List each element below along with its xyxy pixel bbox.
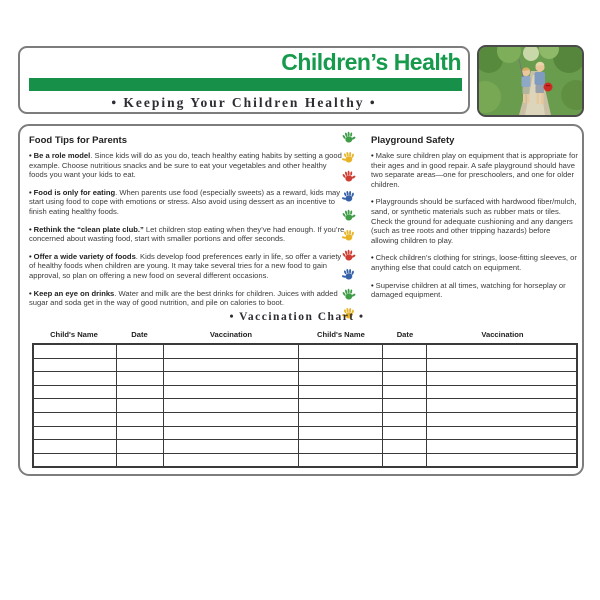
table-cell [299, 344, 383, 358]
table-cell [299, 399, 383, 413]
table-cell [383, 426, 427, 440]
table-cell [117, 412, 164, 426]
table-cell [299, 453, 383, 467]
table-cell [33, 426, 117, 440]
tip-text: . Kids develop food preferences early in life, so offer a variety of healthy foods when children are young. It may take several tries for a new food to gain approval, so plan on offering a new food on several different occasions. [29, 251, 342, 280]
tip-text: . When parents use food (especially sweets) as a reward, kids may start using food to cope with emotions or stress. Also avoid using dessert as an incentive to finish eating healthy foods. [29, 187, 341, 216]
table-cell [117, 358, 164, 372]
column-label: Vaccination [209, 330, 253, 339]
bullet-marker: • [29, 288, 32, 298]
brand-bar [29, 78, 462, 91]
food-tip-item [29, 289, 345, 308]
column-label: Child's Name [50, 330, 98, 339]
page-title: Children’s Health [281, 49, 461, 75]
table-cell [33, 453, 117, 467]
tip-lead: Offer a wide variety of foods [33, 251, 136, 261]
playground-item [371, 281, 579, 300]
table-cell [163, 399, 299, 413]
handprint-icon [340, 188, 357, 204]
table-row [33, 453, 577, 467]
table-cell [383, 453, 427, 467]
handprint-icon [340, 168, 357, 184]
table-cell [163, 412, 299, 426]
table-cell [117, 344, 164, 358]
table-row [33, 399, 577, 413]
tip-text: Make sure children play on equipment that is appropriate for their ages and in good repair. A safe playground should have two separate areas—one for preschoolers, and one for older children. [371, 151, 578, 189]
column-label: Date [131, 330, 148, 339]
table-cell [383, 358, 427, 372]
table-cell [426, 440, 577, 454]
vaccination-table-body [33, 344, 577, 467]
tip-text: . Since kids will do as you do, teach healthy eating habits by setting a good example. Choose nutritious snacks and be sure to eat your vegetables and other healthy foods you want your kids to eat. [29, 151, 342, 180]
handprint-icon [340, 129, 357, 145]
playground-section [371, 135, 579, 308]
playground-item [371, 253, 579, 272]
bullet-marker: • [29, 151, 32, 160]
table-cell [163, 372, 299, 386]
table-cell [163, 344, 299, 358]
table-cell [163, 426, 299, 440]
children-photo-illustration [479, 47, 582, 115]
table-cell [299, 412, 383, 426]
tip-lead: Rethink the “clean plate club.” [33, 224, 144, 234]
table-cell [299, 426, 383, 440]
table-row [33, 358, 577, 372]
table-cell [426, 372, 577, 386]
main-card [18, 124, 584, 476]
table-cell [33, 440, 117, 454]
tip-text: . Water and milk are the best drinks for children. Juices with added sugar and soda get in the way of good nutrition, and pile on calories to boot. [29, 288, 338, 308]
table-cell [426, 412, 577, 426]
handprint-icon [340, 207, 357, 223]
table-cell [426, 344, 577, 358]
bullet-marker: • [371, 151, 374, 160]
table-cell [426, 426, 577, 440]
tip-text: Playgrounds should be surfaced with hardwood fiber/mulch, sand, or synthetic materials such as rubber mats or tiles. Check the ground for adequate cushioning and any dangers (such as tree roots and other tripping hazards) before allowing children to play. [371, 197, 577, 245]
tip-lead: Be a role model [33, 151, 91, 160]
food-tips-heading: Food Tips for Parents [29, 135, 128, 146]
table-cell [117, 385, 164, 399]
table-cell [33, 385, 117, 399]
table-cell [299, 372, 383, 386]
table-cell [163, 358, 299, 372]
tip-text: Supervise children at all times, watching for horseplay or damaged equipment. [371, 280, 566, 300]
bullet-marker: • [371, 280, 374, 290]
table-cell [117, 399, 164, 413]
table-cell [163, 440, 299, 454]
table-cell [383, 412, 427, 426]
table-row [33, 440, 577, 454]
table-cell [163, 385, 299, 399]
table-cell [383, 385, 427, 399]
table-cell [426, 358, 577, 372]
table-row [33, 385, 577, 399]
food-tip-item [29, 225, 345, 244]
handprint-icon [340, 149, 357, 165]
bullet-marker: • [371, 197, 374, 207]
playground-heading: Playground Safety [371, 135, 455, 146]
playground-item [371, 197, 579, 245]
food-tip-item [29, 151, 345, 180]
table-cell [383, 440, 427, 454]
table-row [33, 344, 577, 358]
bullet-marker: • [29, 224, 32, 234]
header-box [18, 46, 470, 114]
playground-item [371, 151, 579, 189]
vaccination-chart-heading: • Vaccination Chart • [229, 311, 365, 323]
subtitle: • Keeping Your Children Healthy • [111, 95, 377, 110]
table-cell [117, 426, 164, 440]
table-cell [117, 372, 164, 386]
tip-lead: Keep an eye on drinks [33, 288, 115, 298]
table-cell [383, 372, 427, 386]
table-row [33, 412, 577, 426]
table-cell [299, 358, 383, 372]
bullet-marker: • [29, 187, 32, 197]
tip-text: Let children stop eating when they’ve had enough. If you’re concerned about wasting food, start with smaller portions and offer seconds. [29, 224, 345, 244]
table-header-row [32, 330, 578, 339]
bullet-marker: • [371, 253, 374, 263]
handprint-icon [340, 266, 357, 282]
table-cell [383, 399, 427, 413]
food-tips-section [29, 135, 345, 316]
tip-lead: Food is only for eating [33, 187, 116, 197]
table-cell [163, 453, 299, 467]
table-cell [117, 453, 164, 467]
table-cell [33, 412, 117, 426]
table-cell [33, 344, 117, 358]
table-cell [426, 399, 577, 413]
table-cell [383, 344, 427, 358]
table-cell [33, 399, 117, 413]
table-cell [117, 440, 164, 454]
column-label: Vaccination [481, 330, 524, 339]
table-cell [426, 385, 577, 399]
table-cell [33, 372, 117, 386]
handprint-icon [340, 286, 357, 302]
table-cell [299, 440, 383, 454]
table-row [33, 372, 577, 386]
table-cell [426, 453, 577, 467]
vaccination-table [32, 343, 578, 468]
table-row [33, 426, 577, 440]
table-cell [33, 358, 117, 372]
food-tip-item [29, 188, 345, 217]
column-label: Date [396, 330, 414, 339]
handprint-icon [340, 247, 357, 263]
column-label: Child's Name [317, 330, 365, 339]
table-cell [299, 385, 383, 399]
tip-text: Check children’s clothing for strings, loose-fitting sleeves, or anything else that could catch on equipment. [371, 253, 577, 272]
children-photo [477, 45, 584, 117]
food-tip-item [29, 252, 345, 281]
bullet-marker: • [29, 251, 32, 261]
handprint-icon [340, 227, 357, 243]
